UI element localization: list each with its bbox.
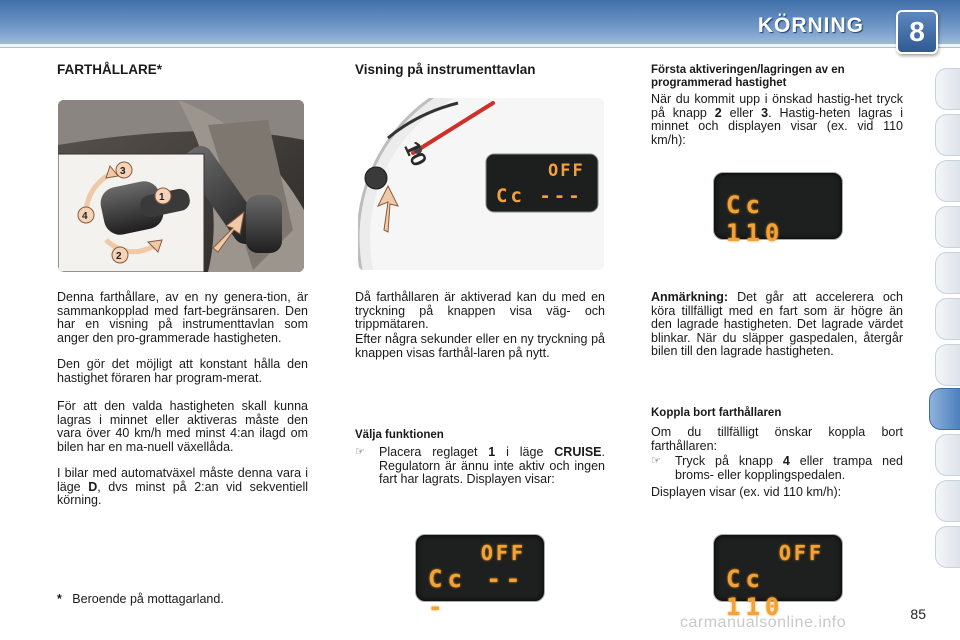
col1-para-3: För att den valda hastigheten skall kunna lagras i minnet eller aktiveras måste den vara över 40 km/h med minst 4:an ilagd om bilen har en ma-nuell växellåda. <box>57 399 308 454</box>
select-bold-1: 1 <box>488 445 496 459</box>
side-tab-10[interactable] <box>935 480 960 522</box>
display-select-function <box>415 534 545 621</box>
side-tab-4[interactable] <box>935 206 960 248</box>
chapter-number: 8 <box>909 16 925 47</box>
header-stripe <box>0 44 960 47</box>
col1-auto-suffix: , dvs minst på 2:an vid sekventiell körning. <box>57 479 308 508</box>
side-tab-chapter-8-active[interactable] <box>929 388 960 430</box>
side-tab-1[interactable] <box>935 68 960 110</box>
footnote-text: Beroende på mottagarland. <box>72 592 224 606</box>
side-tab-5[interactable] <box>935 252 960 294</box>
pointing-hand-icon: ☞ <box>355 446 365 458</box>
display-disconnected-line-1: OFF <box>778 541 824 565</box>
photo-label-4: 4 <box>82 211 88 222</box>
disconnect-para: Om du tillfälligt önskar koppla bort farthållaren: <box>651 425 903 453</box>
disconnect-b-bold-4: 4 <box>782 454 790 468</box>
gauge-display-line-2: Cc --- <box>496 185 583 207</box>
note-label: Anmärkning: <box>651 290 729 304</box>
side-tab-6[interactable] <box>935 298 960 340</box>
side-tab-3[interactable] <box>935 160 960 202</box>
select-prefix: Placera reglaget <box>379 445 489 459</box>
side-tab-7[interactable] <box>935 344 960 386</box>
display-select-line-1: OFF <box>480 541 526 565</box>
display-disconnected <box>713 534 843 621</box>
col3-p1-bold-2: 2 <box>714 105 722 120</box>
display-shows-para: Displayen visar (ex. vid 110 km/h): <box>651 485 842 499</box>
select-mid: i läge <box>495 445 555 459</box>
chapter-badge <box>896 10 938 54</box>
footnote-star: * <box>57 592 62 606</box>
side-tab-2[interactable] <box>935 114 960 156</box>
section-title-farthallare: FARTHÅLLARE* <box>57 62 162 77</box>
first-activation-title: Första aktiveringen/lagringen av en programmerad hastighet <box>651 64 845 89</box>
select-function-title: Välja funktionen <box>355 429 444 441</box>
footnote <box>57 592 224 606</box>
side-tab-9[interactable] <box>935 434 960 476</box>
col3-p1-bold-3: 3 <box>761 105 769 120</box>
col1-para-2: Den gör det möjligt att konstant hålla den hastighet föraren har program-merat. <box>57 357 308 385</box>
select-bold-cruise: CRUISE <box>554 445 602 459</box>
steering-stalk-illustration <box>58 100 304 272</box>
col1-para-4 <box>57 467 308 508</box>
gauge-number: 10 <box>399 137 433 171</box>
disconnect-b-prefix: Tryck på knapp <box>675 454 783 468</box>
col3-p1-prefix: När du kommit upp i önskad hastig-het tryck på knapp <box>651 92 903 120</box>
display-activated-line: Cc 110 <box>726 191 785 247</box>
photo-label-3: 3 <box>120 166 126 177</box>
page-number: 85 <box>910 606 926 622</box>
steering-stalk-photo <box>58 100 304 272</box>
display-select-line-2: Cc --- <box>428 565 526 621</box>
col3-note <box>651 291 903 359</box>
disconnect-b-suffix: eller trampa ned broms- eller kopplingspedalen. <box>675 454 903 482</box>
instrument-panel-illustration <box>358 98 604 270</box>
col2-para-2: Efter några sekunder eller en ny tryckning på knappen visas farthål-laren på nytt. <box>355 332 605 360</box>
photo-label-1: 1 <box>159 192 165 203</box>
select-function-bullet <box>355 446 605 487</box>
side-tab-strip <box>934 68 960 576</box>
display-disconnected-line-2: Cc 110 <box>726 565 785 621</box>
instrument-panel-photo <box>358 98 604 270</box>
col1-para-1: Denna farthållare, av en ny genera-tion, är sammankopplad med fart-begränsaren. Den har en visning på instrumenttavlan som anger den pro-grammerade hastigheten. <box>57 290 308 345</box>
gauge-display-line-1: OFF <box>548 161 585 181</box>
col3-p1-suffix: . Hastig-heten lagras i minnet och displayen visar (ex. vid 110 km/h): <box>651 105 903 147</box>
col3-para-1 <box>651 93 903 147</box>
section-title-visning: Visning på instrumenttavlan <box>355 62 536 77</box>
col1-auto-bold: D <box>88 479 98 494</box>
col3-p1-mid: eller <box>721 105 762 120</box>
note-text: Det går att accelerera och köra tillfälligt med en fart som är högre än den lagrade hastigheten. Det lagrade värdet blinkar. När du släpper gaspedalen, återgår bilen till den lagrade hastigheten. <box>651 290 903 359</box>
disconnect-title: Koppla bort farthållaren <box>651 407 782 419</box>
watermark: carmanualsonline.info <box>680 614 847 631</box>
col1-auto-prefix: I bilar med automatväxel måste denna vara i läge <box>57 466 308 494</box>
disconnect-bullet <box>651 455 903 482</box>
col2-para-1: Då farthållaren är aktiverad kan du med en tryckning på knappen visa väg- och trippmätaren. <box>355 290 605 332</box>
pointing-hand-icon-2: ☞ <box>651 455 661 467</box>
photo-label-2: 2 <box>116 251 122 262</box>
page-header-title: KÖRNING <box>757 14 864 37</box>
side-tab-11[interactable] <box>935 526 960 568</box>
select-suffix: . Regulatorn är ännu inte aktiv och ingen fart har lagrats. Displayen visar: <box>379 445 605 487</box>
display-activated-speed <box>713 172 843 247</box>
